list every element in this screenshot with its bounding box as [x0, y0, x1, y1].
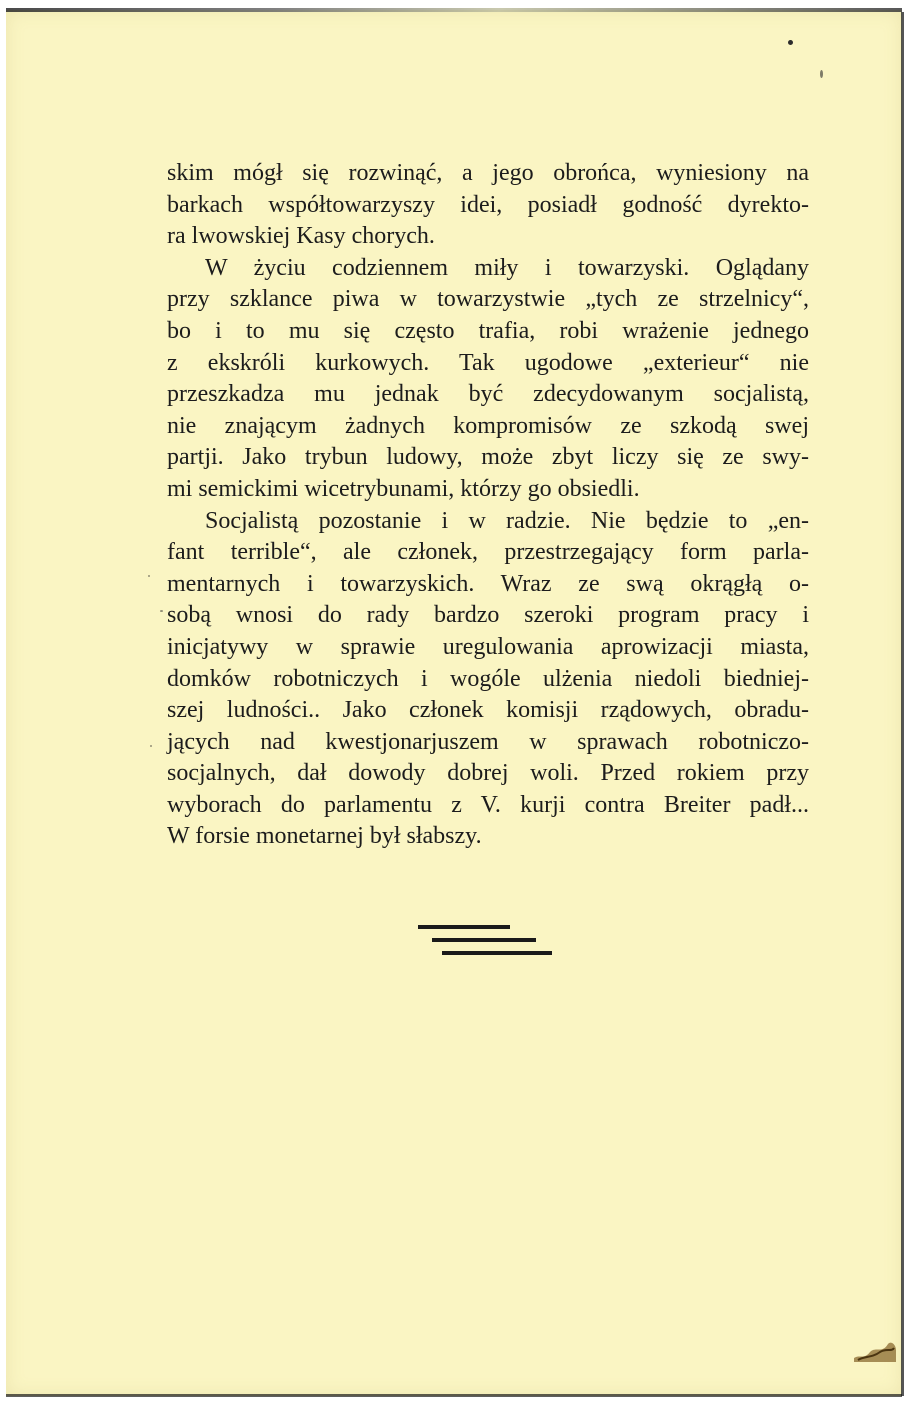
- paper-speck: [820, 70, 823, 78]
- text-line: partji. Jako trybun ludowy, może zbyt liczy się ze swy-: [167, 444, 809, 471]
- text-line: ra lwowskiej Kasy chorych.: [167, 223, 435, 250]
- text-line: z ekskróli kurkowych. Tak ugodowe „exterieur“ nie: [167, 349, 809, 376]
- body-text: [167, 158, 809, 853]
- text-line: przeszkadza mu jednak być zdecydowanym socjalistą,: [167, 381, 809, 408]
- text-line: W życiu codziennem miły i towarzyski. Oglądany: [205, 254, 809, 281]
- text-line: fant terrible“, ale członek, przestrzegający form parla-: [167, 539, 809, 566]
- text-line: wyborach do parlamentu z V. kurji contra Breiter padł...: [167, 791, 809, 818]
- text-line: skim mógł się rozwinąć, a jego obrońca, wyniesiony na: [167, 160, 809, 186]
- text-line: barkach współtowarzyszy idei, posiadł godność dyrekto-: [167, 191, 809, 218]
- text-line: mentarnych i towarzyskich. Wraz ze swą okrągłą o-: [167, 570, 809, 597]
- paragraph-3: [167, 506, 809, 854]
- text-line: szej ludności.. Jako członek komisji rządowych, obradu-: [167, 697, 809, 724]
- page-right-edge: [901, 12, 904, 1396]
- section-end-ornament: [414, 925, 554, 965]
- text-line: nie znającym żadnych kompromisów ze szkodą swej: [167, 412, 809, 439]
- text-line: socjalnych, dał dowody dobrej woli. Przed rokiem przy: [167, 760, 809, 787]
- text-line: Socjalistą pozostanie i w radzie. Nie będzie to „en-: [205, 507, 809, 534]
- text-line: W forsie monetarnej był słabszy.: [167, 823, 482, 850]
- paper-speck: [148, 575, 150, 577]
- ornament-rule: [442, 951, 552, 955]
- text-line: jących nad kwestjonarjuszem w sprawach robotniczo-: [167, 728, 809, 755]
- text-line: mi semickimi wicetrybunami, którzy go obsiedli.: [167, 475, 640, 502]
- text-line: bo i to mu się często trafia, robi wrażenie jednego: [167, 317, 809, 344]
- text-line: inicjatywy w sprawie uregulowania aprowizacji miasta,: [167, 633, 809, 660]
- ornament-rule: [432, 938, 536, 942]
- text-line: sobą wnosi do rady bardzo szeroki program pracy i: [167, 602, 809, 629]
- text-line: przy szklance piwa w towarzystwie „tych ze strzelnicy“,: [167, 286, 809, 313]
- paper-speck: [788, 40, 793, 45]
- page-top-edge: [6, 8, 902, 12]
- paragraph-1: [167, 158, 809, 253]
- ornament-rule: [418, 925, 510, 929]
- paper-speck: [160, 610, 163, 612]
- page-bottom-edge: [6, 1394, 902, 1397]
- paragraph-2: [167, 253, 809, 506]
- page-edge-damage: [850, 1336, 898, 1364]
- paper-speck: [150, 745, 152, 747]
- text-line: domków robotniczych i wogóle ulżenia niedoli biedniej-: [167, 665, 809, 692]
